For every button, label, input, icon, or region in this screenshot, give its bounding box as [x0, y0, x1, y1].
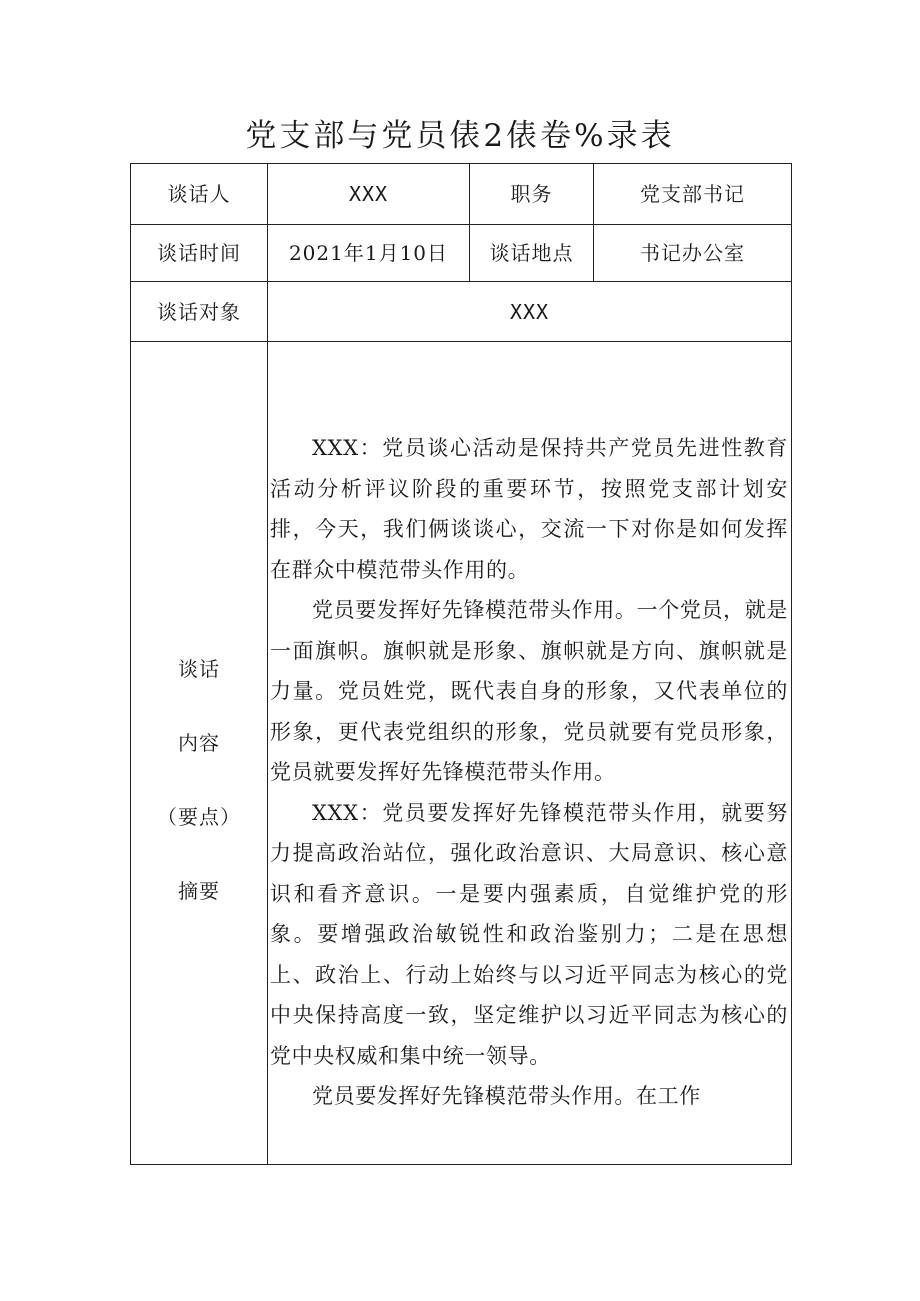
target-value: XXX	[268, 282, 792, 342]
side-label-line: 谈话	[178, 657, 220, 681]
speaker-label: 谈话人	[131, 164, 268, 225]
side-label-line: 内容	[178, 731, 220, 755]
place-label: 谈话地点	[470, 225, 594, 282]
document-title: 党支部与党员俵2俵卷%录表	[245, 118, 675, 154]
time-value: 2021年1月10日	[268, 225, 470, 282]
table-row	[131, 164, 792, 225]
side-label-line: （要点）	[157, 805, 241, 829]
time-label: 谈话时间	[131, 225, 268, 282]
table-row	[131, 342, 792, 1165]
place-value: 书记办公室	[594, 225, 792, 282]
table-row	[131, 282, 792, 342]
side-label-line: 摘要	[178, 879, 220, 903]
table-row	[131, 225, 792, 282]
content-paragraph: XXX：党员谈心活动是保持共产党员先进性教育活动分析评议阶段的重要环节，按照党支部计划安排，今天，我们俩谈谈心，交流一下对你是如何发挥在群众中模范带头作用的。	[270, 436, 788, 582]
conversation-record-table	[130, 163, 792, 1165]
content-body	[270, 428, 788, 1117]
content-paragraph: 党员要发挥好先锋模范带头作用。一个党员，就是一面旗帜。旗帜就是形象、旗帜就是方向、旗帜就是力量。党员姓党，既代表自身的形象，又代表单位的形象，更代表党组织的形象，党员就要有党员形象，党员就要发挥好先锋模范带头作用。	[270, 598, 788, 784]
position-label: 职务	[470, 164, 594, 225]
content-paragraph: XXX：党员要发挥好先锋模范带头作用，就要努力提高政治站位，强化政治意识、大局意识、核心意识和看齐意识。一是要内强素质，自觉维护党的形象。要增强政治敏锐性和政治鉴别力；二是在思想上、政治上、行动上始终与以习近平同志为核心的党中央保持高度一致，坚定维护以习近平同志为核心的党中央权威和集中统一领导。	[270, 800, 788, 1068]
content-paragraph: 党员要发挥好先锋模范带头作用。在工作	[312, 1084, 701, 1108]
content-summary-label	[131, 342, 268, 1165]
target-label: 谈话对象	[131, 282, 268, 342]
content-summary-cell	[268, 342, 792, 1165]
speaker-value: XXX	[268, 164, 470, 225]
position-value: 党支部书记	[594, 164, 792, 225]
